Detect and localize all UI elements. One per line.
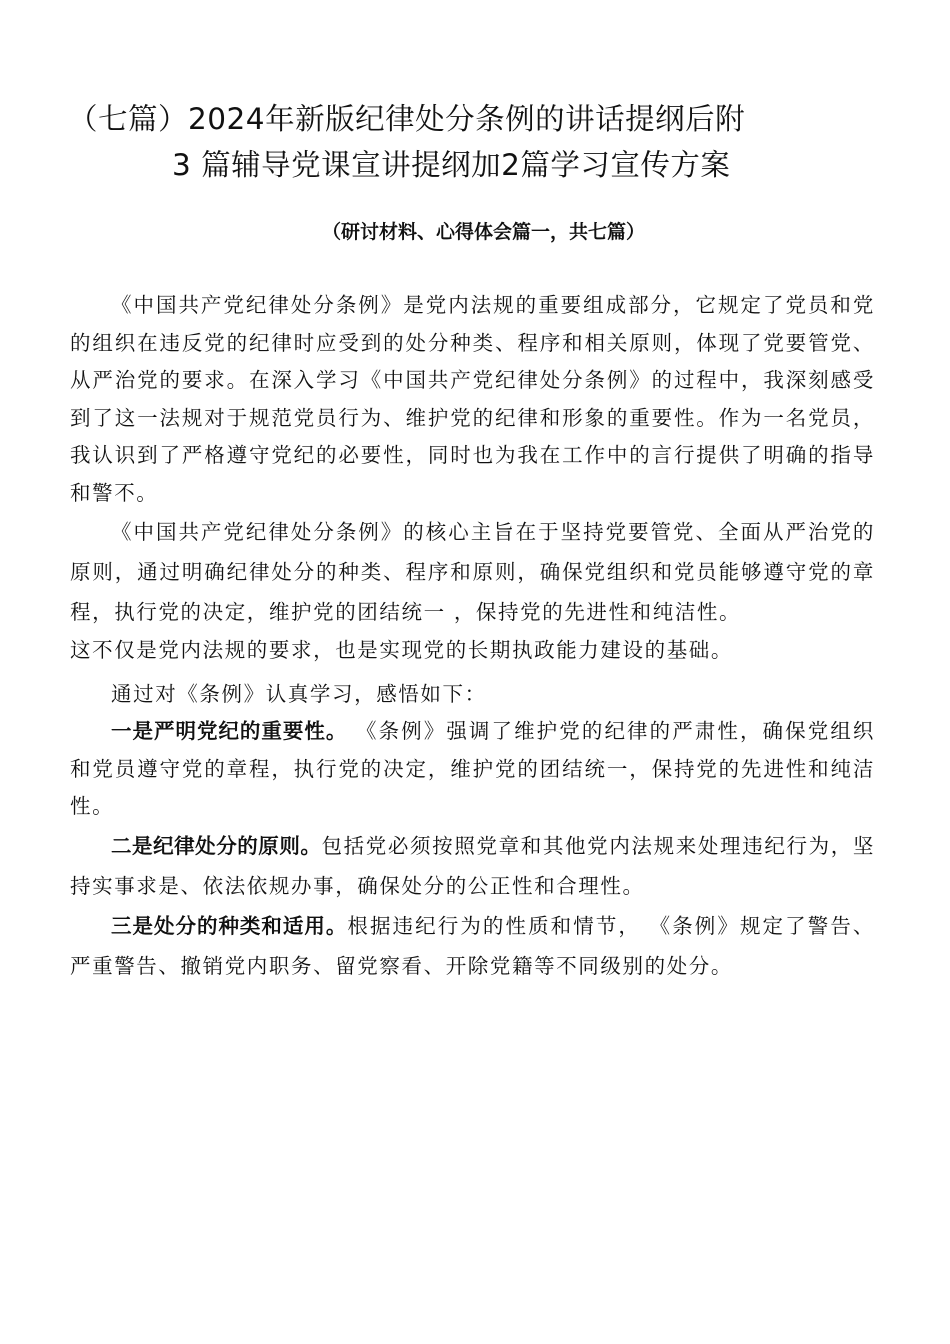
document-body xyxy=(70,287,875,986)
point-3-heading: 三是处分的种类和适用。 xyxy=(111,913,348,938)
point-1 xyxy=(70,713,875,826)
title-line-2: 3 篇辅导党课宣讲提纲加2篇学习宣传方案 xyxy=(172,148,731,182)
paragraph-foundation: 这不仅是党内法规的要求，也是实现党的长期执政能力建设的基础。 xyxy=(70,638,733,662)
point-3-text: 根据违纪行为的性质和情节， 《条例》规定了警告、严重警告、撤销党内职务、留党察看、开除党籍等不同级别的处分。 xyxy=(70,913,876,978)
point-1-text: 《条例》强调了维护党的纪律的严肃性，确保党组织和党员遵守党的章程，执行党的决定，维护党的团结统一，保持党的先进性和纯洁性。 xyxy=(70,719,876,818)
point-2-text: 包括党必须按照党章和其他党内法规来处理违纪行为，坚持实事求是、依法依规办事，确保处分的公正性和合理性。 xyxy=(70,833,876,898)
paragraph-reflection-intro: 通过对《条例》认真学习，感悟如下： xyxy=(111,681,487,706)
paragraph-core-purpose: 《中国共产党纪律处分条例》的核心主旨在于坚持党要管党、全面从严治党的原则，通过明确纪律处分的种类、程序和原则，确保党组织和党员能够遵守党的章程，执行党的决定，维护党的团结统一 ，保持党的先进性和纯洁性。 xyxy=(70,520,875,624)
document-subtitle: （研讨材料、心得体会篇一，共七篇） xyxy=(322,221,646,243)
document-title xyxy=(60,96,890,188)
paragraph-intro: 《中国共产党纪律处分条例》是党内法规的重要组成部分，它规定了党员和党的组织在违反党的纪律时应受到的处分种类、程序和相关原则，体现了党要管党、从严治党的要求。在深入学习《中国共产党纪律处分条例》的过程中，我深刻感受到了这一法规对于规范党员行为、维护党的纪律和形象的重要性。作为一名党员，我认识到了严格遵守党纪的必要性，同时也为我在工作中的言行提供了明确的指导和警不。 xyxy=(70,293,875,505)
point-3 xyxy=(70,906,875,986)
point-2-heading: 二是纪律处分的原则。 xyxy=(111,833,322,858)
point-1-heading: 一是严明党纪的重要性。 xyxy=(111,719,348,743)
point-2 xyxy=(70,826,875,906)
title-line-1: （七篇）2024年新版纪律处分条例的讲话提纲后附 xyxy=(68,102,746,136)
